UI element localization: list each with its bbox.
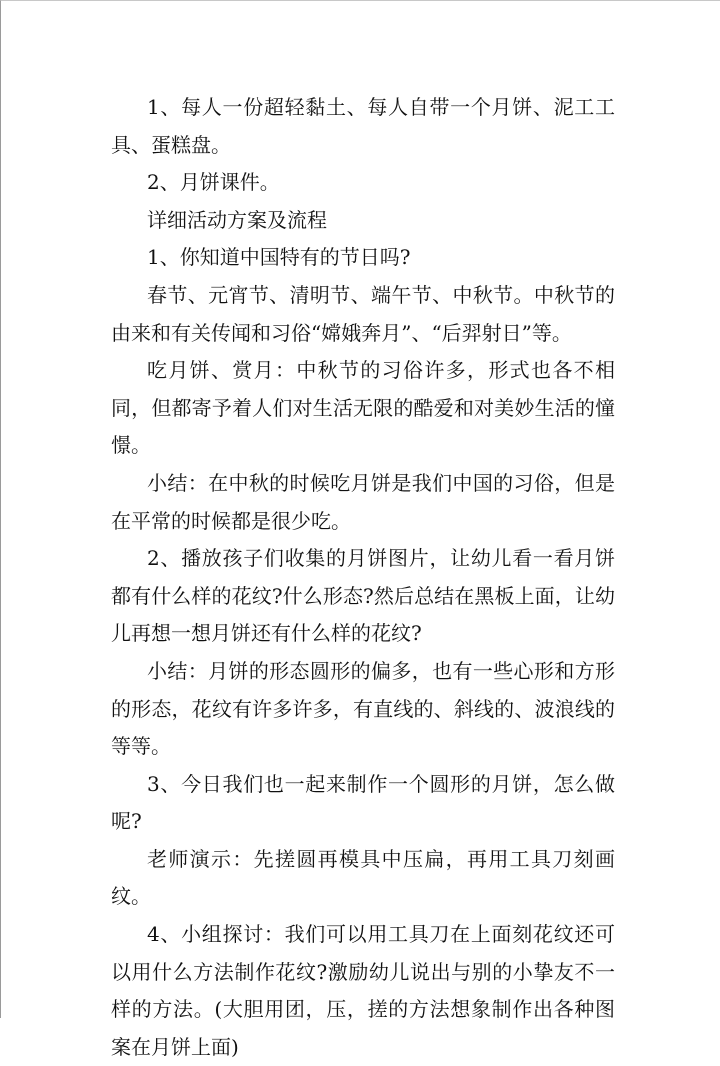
paragraph-festivals: 春节、元宵节、清明节、端午节、中秋节。中秋节的由来和有关传闻和习俗“嫦娥奔月”、“后羿射日”等。 <box>111 282 615 345</box>
section-heading-activity-plan: 详细活动方案及流程 <box>147 207 327 232</box>
paragraph-materials-clay: 1、每人一份超轻黏土、每人自带一个月饼、泥工工具、蛋糕盘。 <box>111 95 615 157</box>
paragraph-summary-1: 小结：在中秋的时候吃月饼是我们中国的习俗，但是在平常的时候都是很少吃。 <box>111 470 615 533</box>
document-body <box>111 89 615 1066</box>
paragraph-mooncake-custom: 吃月饼、赏月：中秋节的习俗许多，形式也各不相同，但都寄予着人们对生活无限的酷爱和对美妙生活的憧憬。 <box>111 358 615 458</box>
paragraph-teacher-demo: 老师演示：先搓圆再模具中压扁，再用工具刀刻画纹。 <box>111 846 615 909</box>
paragraph-step-2: 2、播放孩子们收集的月饼图片，让幼儿看一看月饼都有什么样的花纹?什么形态?然后总结在黑板上面，让幼儿再想一想月饼还有什么样的花纹? <box>111 546 615 646</box>
paragraph-step-4: 4、小组探讨：我们可以用工具刀在上面刻花纹还可以用什么方法制作花纹?激励幼儿说出与别的小挚友不一样的方法。(大胆用团，压，搓的方法想象制作出各种图案在月饼上面) <box>111 922 615 1059</box>
paragraph-step-1: 1、你知道中国特有的节日吗? <box>147 245 411 270</box>
paragraph-summary-2: 小结：月饼的形态圆形的偏多，也有一些心形和方形的形态，花纹有许多许多，有直线的、斜线的、波浪线的等等。 <box>111 658 615 759</box>
paragraph-step-3: 3、今日我们也一起来制作一个圆形的月饼，怎么做呢? <box>111 771 615 834</box>
paragraph-materials-courseware: 2、月饼课件。 <box>147 170 280 195</box>
